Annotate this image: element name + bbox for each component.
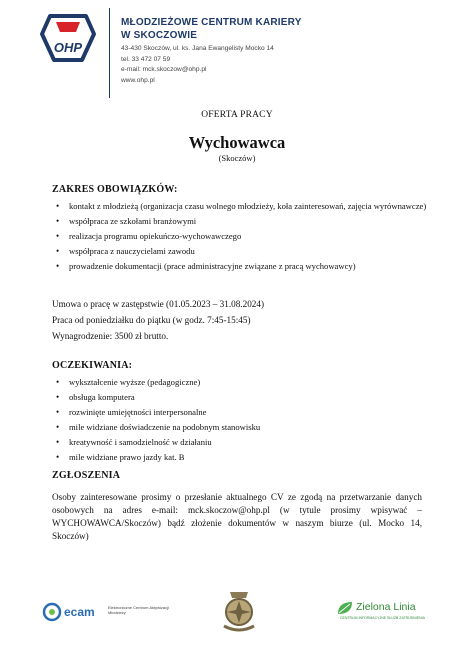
- applications-text: Osoby zainteresowane prosimy o przesłanie aktualnego CV ze zgodą na przetwarzanie danych osobowych na adres e-mail: mck.skoczow@ohp.pl (w tytule prosimy wpisywać – WYCHOWAWCA/Skoczów) bądź złożenie dokumentów w naszym biurze (ul. Mocko 14, Skoczów): [52, 492, 422, 541]
- list-item: • współpraca ze szkołami branżowymi: [52, 215, 432, 227]
- salary-text: Wynagrodzenie: 3500 zł brutto.: [52, 331, 169, 341]
- zl-subtitle: CENTRUM INFORMACYJNE SŁUŻB ZATRUDNIENIA: [340, 616, 425, 620]
- organization-block: [121, 16, 302, 86]
- duties-list: [52, 200, 432, 275]
- list-item: • kreatywność i samodzielność w działaniu: [52, 436, 432, 448]
- zl-label: Zielona Linia: [356, 601, 416, 613]
- crest-emblem-icon: [218, 586, 260, 636]
- ecam-swirl-icon: [42, 602, 62, 622]
- list-item: • wykształcenie wyższe (pedagogiczne): [52, 376, 432, 388]
- applications-heading: ZGŁOSZENIA: [52, 470, 121, 481]
- list-item: • prowadzenie dokumentacji (prace administracyjne związane z pracą wychowawcy): [52, 260, 432, 272]
- header-divider: [109, 8, 110, 98]
- org-website[interactable]: www.ohp.pl: [121, 76, 155, 84]
- job-location: (Skoczów): [218, 153, 256, 163]
- leaf-icon: [336, 600, 354, 616]
- list-item: • realizacja programu opiekuńczo-wychowawczego: [52, 230, 432, 242]
- expectations-list: [52, 376, 432, 466]
- offer-kind: OFERTA PRACY: [201, 110, 273, 120]
- org-phone: tel. 33 472 07 59: [121, 55, 171, 63]
- list-item: • rozwinięte umiejętności interpersonalne: [52, 406, 432, 418]
- org-email[interactable]: e-mail: mck.skoczow@ohp.pl: [121, 66, 207, 74]
- duties-heading: ZAKRES OBOWIĄZKÓW:: [52, 184, 178, 195]
- ecam-label: ecam: [64, 605, 95, 619]
- hours-text: Praca od poniedziałku do piątku (w godz. 7:45-15:45): [52, 315, 251, 325]
- expectations-heading: OCZEKIWANIA:: [52, 360, 133, 371]
- list-item: • mile widziane prawo jazdy kat. B: [52, 451, 432, 463]
- list-item: • obsługa komputera: [52, 391, 432, 403]
- list-item: • kontakt z młodzieżą (organizacja czasu wolnego młodzieży, koła zainteresowań, zajęcia wyrównawcze): [52, 200, 432, 212]
- list-item: • mile widziane doświadczenie na podobnym stanowisku: [52, 421, 432, 433]
- ohp-logo: [36, 12, 100, 68]
- contract-text: Umowa o pracę w zastępstwie (01.05.2023 – 31.08.2024): [52, 299, 265, 309]
- job-title: Wychowawca: [188, 133, 286, 152]
- logo-text: OHP: [53, 40, 83, 55]
- list-item: • współpraca z nauczycielami zawodu: [52, 245, 432, 257]
- org-address: 43-430 Skoczów, ul. ks. Jana Ewangelisty Mocko 14: [121, 45, 274, 52]
- ecam-subtitle: Elektroniczne Centrum Aktywizacji Młodzieży: [108, 605, 169, 615]
- org-name-line1: MŁODZIEŻOWE CENTRUM KARIERY: [121, 17, 302, 28]
- org-name-line2: W SKOCZOWIE: [121, 30, 198, 41]
